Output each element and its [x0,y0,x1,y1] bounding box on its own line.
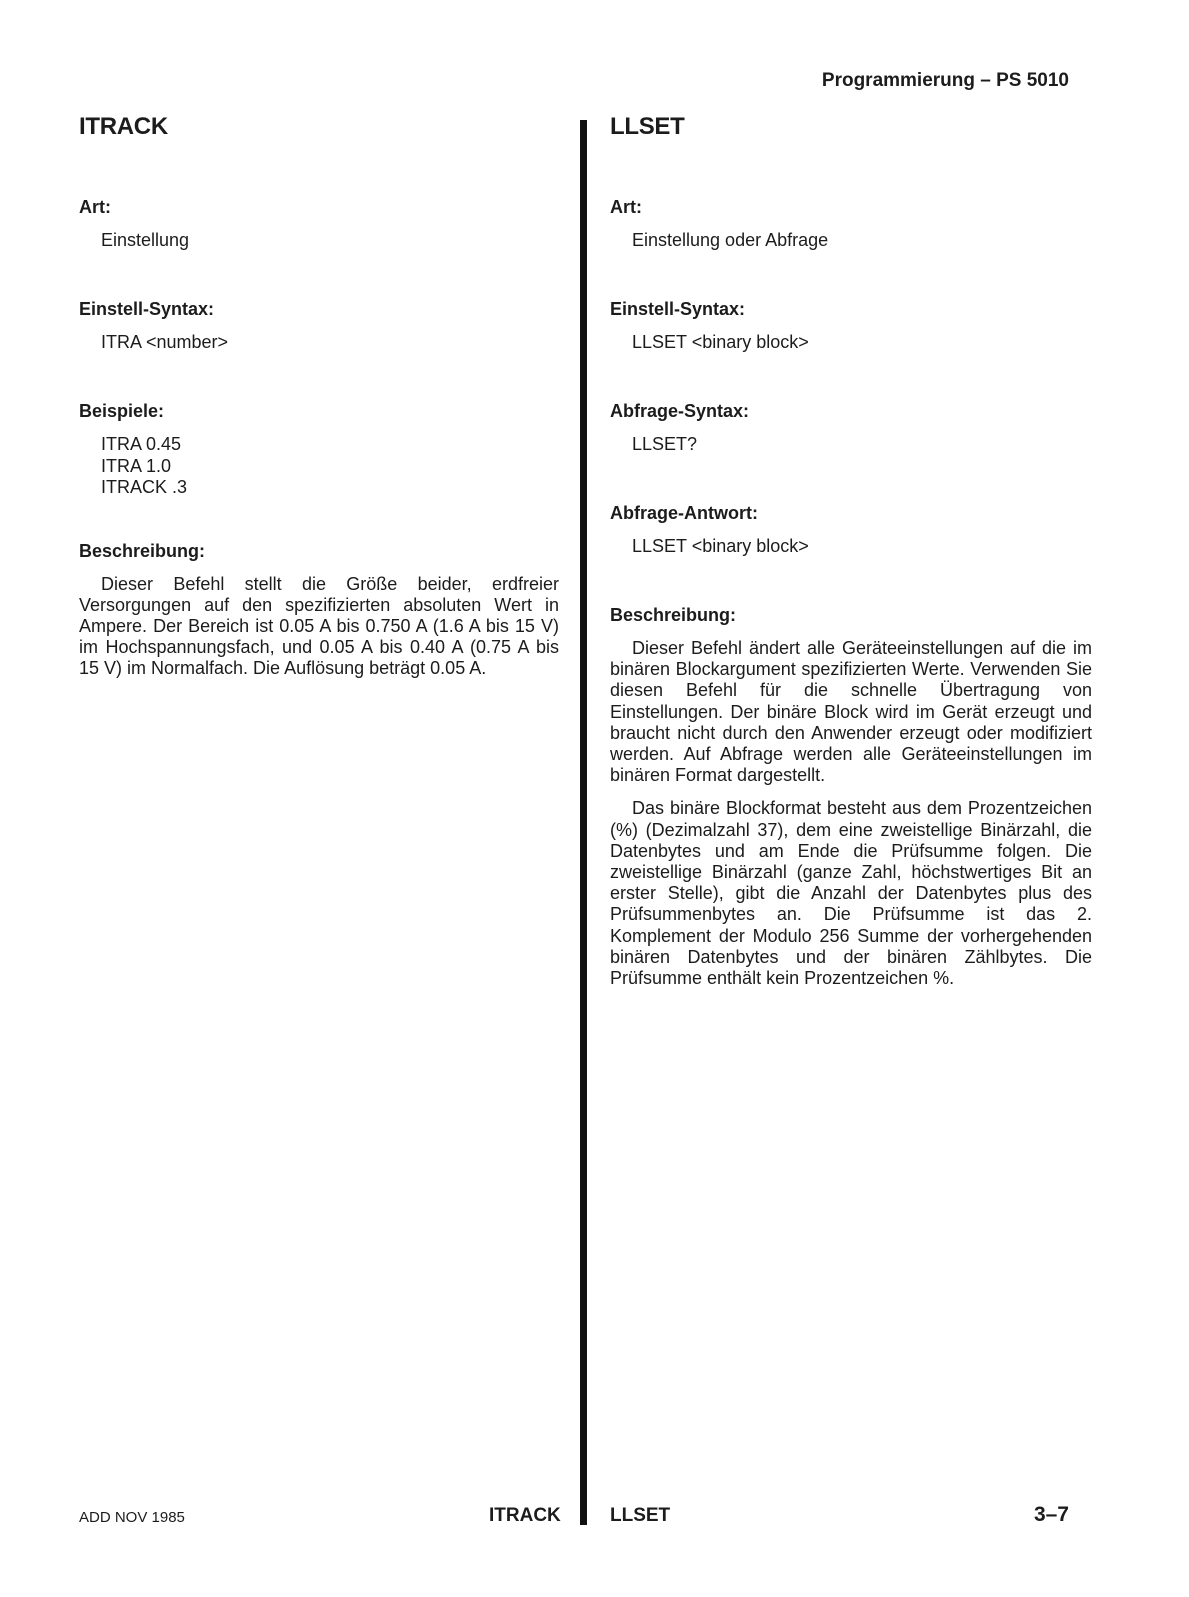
command-title-itrack: ITRACK [79,113,168,140]
left-column [79,113,559,692]
description-paragraph: Das binäre Blockformat besteht aus dem Prozentzeichen (%) (Dezimalzahl 37), dem eine zweistellige Binärzahl, die Datenbytes und am Ende die Prüfsumme folgen. Die zweistellige Binärzahl (ganze Zahl, höchstwertiges Bit an erster Stelle), gibt die Anzahl der Datenbytes plus des Prüfsummenbytes an. Die Prüfsumme ist das 2. Komplement der Modulo 256 Summe der vorhergehenden binären Datenbytes und der binären Zählbytes. Die Prüfsumme enthält kein Prozentzeichen %. [610,798,1092,989]
art-value: Einstellung oder Abfrage [632,230,829,250]
right-column [610,113,1092,1001]
examples-label: Beispiele: [79,401,165,421]
examples-list [101,434,559,499]
example-line: ITRA 0.45 [101,434,182,454]
art-value: Einstellung [101,230,190,250]
query-answer-label: Abfrage-Antwort: [610,503,758,523]
query-answer-value: LLSET <binary block> [632,536,809,556]
footer-right-command: LLSET [610,1505,671,1526]
column-divider [580,120,587,1525]
description-paragraph: Dieser Befehl stellt die Größe beider, erdfreier Versorgungen auf den spezifizierten absoluten Wert in Ampere. Der Bereich ist 0.05 A bis 0.750 A (1.6 A bis 15 V) im Hochspannungsfach, und 0.05 A bis 0.40 A (0.75 A bis 15 V) im Normalfach. Die Auflösung beträgt 0.05 A. [79,573,559,679]
page-number: 3–7 [1033,1503,1069,1526]
syntax-value: ITRA <number> [101,332,229,352]
art-label: Art: [79,197,111,217]
syntax-label: Einstell-Syntax: [610,299,746,319]
query-syntax-label: Abfrage-Syntax: [610,401,750,421]
footer-left-command: ITRACK [489,1505,561,1526]
running-header: Programmierung – PS 5010 [821,70,1069,91]
description-paragraph: Dieser Befehl ändert alle Geräteeinstellungen auf die im binären Blockargument spezifizierten Werte. Verwenden Sie diesen Befehl für die schnelle Übertragung von Einstellungen. Der binäre Block wird im Gerät erzeugt und braucht nicht durch den Anwender erzeugt oder modifiziert werden. Auf Abfrage werden alle Geräteeinstellungen im binären Format dargestellt. [610,638,1092,786]
command-title-llset: LLSET [610,113,685,140]
description-label: Beschreibung: [610,605,737,625]
query-syntax-value: LLSET? [632,434,698,454]
example-line: ITRACK .3 [101,477,188,497]
art-label: Art: [610,197,642,217]
syntax-label: Einstell-Syntax: [79,299,215,319]
syntax-value: LLSET <binary block> [632,332,809,352]
description-label: Beschreibung: [79,540,206,561]
example-line: ITRA 1.0 [101,455,172,476]
footer-date: ADD NOV 1985 [79,1509,185,1526]
